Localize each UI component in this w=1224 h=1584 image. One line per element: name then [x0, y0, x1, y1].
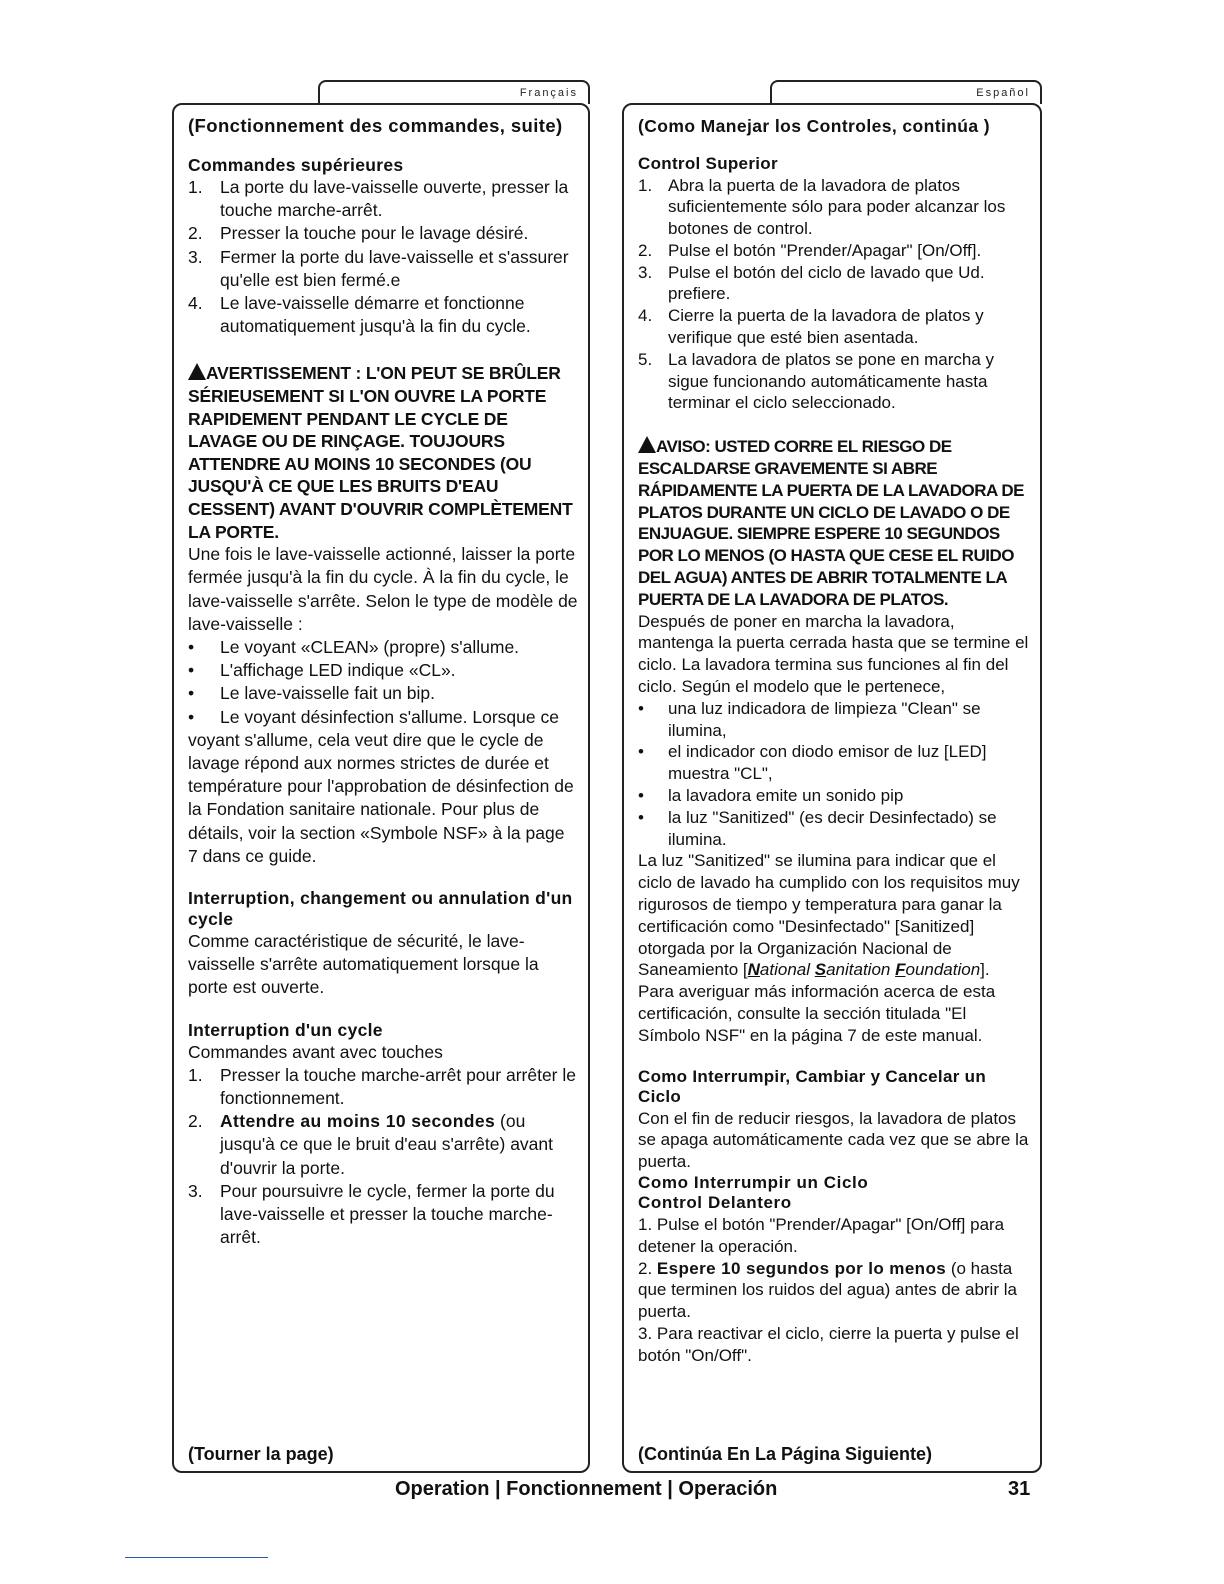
page-footer [0, 1478, 1224, 1504]
list-item: 3. Pour poursuivre le cycle, fermer la porte du lave-vaisselle et presser la touche marche-arrêt. [188, 1180, 555, 1248]
list-item: • Le voyant désinfection s'allume. Lorsque ce voyant s'allume, cela veut dire que le cycle de lavage répond aux normes strictes de durée et température pour l'approbation de désinfection de la Fondation sanitaire nationale. Pour plus de détails, voir la section «Symbole NSF» à la page 7 dans ce guide. [188, 706, 574, 866]
list-item: • la luz "Sanitized" (es decir Desinfectado) se ilumina. [638, 807, 997, 849]
interrupt-title: Interruption, changement ou annulation d'un cycle [188, 888, 573, 930]
list-item: 2. Presser la touche pour le lavage désiré. [188, 223, 529, 244]
warning-triangle-icon [188, 363, 206, 380]
front-control-title: Control Delantero [638, 1193, 792, 1213]
top-controls-title: Control Superior [638, 154, 778, 173]
warning-triangle-icon [638, 436, 656, 453]
paragraph: Con el fin de reducir riesgos, la lavadora de platos se apaga automáticamente cada vez que se abre la puerta. [638, 1108, 1029, 1172]
list-item: 4. Le lave-vaisselle démarre et fonctionne automatiquement jusqu'à la fin du cycle. [188, 293, 531, 337]
page-number: 31 [1008, 1478, 1031, 1500]
language-tab-spanish [770, 80, 1042, 104]
list-item: • una luz indicadora de limpieza "Clean" se ilumina, [638, 698, 981, 740]
list-item: 1. La porte du lave-vaisselle ouverte, presser la touche marche-arrêt. [188, 177, 569, 221]
warning-text: AVISO: USTED CORRE EL RIESGO DE ESCALDARSE GRAVEMENTE SI ABRE RÁPIDAMENTE LA PUERTA DE LA LAVADORA DE PLATOS DURANTE UN CICLO DE LAVADO O DE ENJUAGUE. SIEMPRE ESPERE 10 SEGUNDOS POR LO MENOS (O HASTA QUE CESE EL RUIDO DEL AGUA) ANTES DE ABRIR TOTALMENTE LA PUERTA DE LA LAVADORA DE PLATOS. [638, 437, 1024, 609]
indicator-list [638, 698, 1030, 851]
list-item: 3. Pulse el botón del ciclo de lavado que Ud. prefiere. [638, 262, 985, 304]
step-3: 3. Para reactivar el ciclo, cierre la puerta y pulse el botón "On/Off". [638, 1323, 1019, 1365]
top-controls-steps [188, 176, 578, 338]
tab-label: Français [519, 87, 578, 99]
bottom-rule [125, 1557, 268, 1558]
list-item: • la lavadora emite un sonido pip [638, 786, 904, 806]
list-item: 2. Pulse el botón "Prender/Apagar" [On/Off]. [638, 240, 982, 260]
paragraph: Comme caractéristique de sécurité, le lave-vaisselle s'arrête automatiquement lorsque la porte est ouverte. [188, 931, 539, 998]
continued-note: (Continúa En La Página Siguiente) [638, 1444, 933, 1464]
list-item: • Le voyant «CLEAN» (propre) s'allume. [188, 636, 520, 657]
cycle-interrupt-title: Interruption d'un cycle [188, 1019, 383, 1040]
top-controls-steps [638, 175, 1030, 415]
paragraph: Une fois le lave-vaisselle actionné, laisser la porte fermée jusqu'à la fin du cycle. À la fin du cycle, le lave-vaisselle s'arrête. Selon le type de modèle de lave-vaisselle : [188, 544, 578, 634]
paragraph: Commandes avant avec touches [188, 1041, 443, 1062]
list-item: 3. Fermer la porte du lave-vaisselle et s'assurer qu'elle est bien fermé.e [188, 246, 569, 290]
spanish-column [622, 103, 1042, 1473]
interrupt-title: Como Interrumpir, Cambiar y Cancelar un Ciclo [638, 1066, 987, 1107]
indicator-list [188, 636, 578, 868]
list-item: 1. Abra la puerta de la lavadora de platos suficientemente sólo para poder alcanzar los botones de control. [638, 175, 1006, 239]
section-heading: (Como Manejar los Controles, continúa ) [638, 116, 991, 136]
cycle-interrupt-title: Como Interrumpir un Ciclo [638, 1172, 869, 1192]
section-heading: (Fonctionnement des commandes, suite) [188, 115, 563, 136]
interrupt-steps [188, 1064, 578, 1250]
warning-block [188, 362, 578, 543]
turn-page-note: (Tourner la page) [188, 1444, 334, 1464]
top-controls-title: Commandes supérieures [188, 155, 404, 175]
language-tab-french [318, 80, 590, 104]
sanitized-paragraph: La luz "Sanitized" se ilumina para indicar que el ciclo de lavado ha cumplido con los requisitos muy rigurosos de tiempo y temperatura para ganar la certificación como "Desinfectado" [Sanitized] otorgada por la Organización Nacional de Saneamiento [National Sanitation Foundation]. Para averiguar más información acerca de esta certificación, consulte la sección titulada "El Símbolo NSF" en la página 7 de este manual. [638, 851, 1020, 1045]
warning-text: AVERTISSEMENT : L'ON PEUT SE BRÛLER SÉRIEUSEMENT SI L'ON OUVRE LA PORTE RAPIDEMENT PENDANT LE CYCLE DE LAVAGE OU DE RINÇAGE. TOUJOURS ATTENDRE AU MOINS 10 SECONDES (OU JUSQU'À CE QUE LES BRUITS D'EAU CESSENT) AVANT D'OUVRIR COMPLÈTEMENT LA PORTE. [188, 363, 573, 542]
list-item: 2. Attendre au moins 10 secondes (ou jusqu'à ce que le bruit d'eau s'arrête) avant d'ouvrir la porte. [188, 1111, 554, 1178]
paragraph: Después de poner en marcha la lavadora, mantenga la puerta cerrada hasta que se termine el ciclo. La lavadora termina sus funciones al fin del ciclo. Según el modelo que le pertenece, [638, 611, 1029, 697]
french-column [172, 103, 590, 1473]
footer-title: Operation | Fonctionnement | Operación [395, 1478, 778, 1500]
warning-block [638, 436, 1030, 610]
list-item: • L'affichage LED indique «CL». [188, 660, 456, 681]
list-item: 5. La lavadora de platos se pone en marcha y sigue funcionando automáticamente hasta terminar el ciclo seleccionado. [638, 349, 995, 413]
list-item: • Le lave-vaisselle fait un bip. [188, 683, 435, 704]
step-2: 2. Espere 10 segundos por lo menos (o hasta que terminen los ruidos del agua) antes de abrir la puerta. [638, 1258, 1017, 1322]
list-item: 4. Cierre la puerta de la lavadora de platos y verifique que esté bien asentada. [638, 306, 984, 348]
list-item: 1. Presser la touche marche-arrêt pour arrêter le fonctionnement. [188, 1064, 576, 1109]
step-1: 1. Pulse el botón "Prender/Apagar" [On/Off] para detener la operación. [638, 1214, 1005, 1256]
tab-label: Español [976, 87, 1030, 99]
list-item: • el indicador con diodo emisor de luz [LED] muestra "CL", [638, 742, 987, 784]
